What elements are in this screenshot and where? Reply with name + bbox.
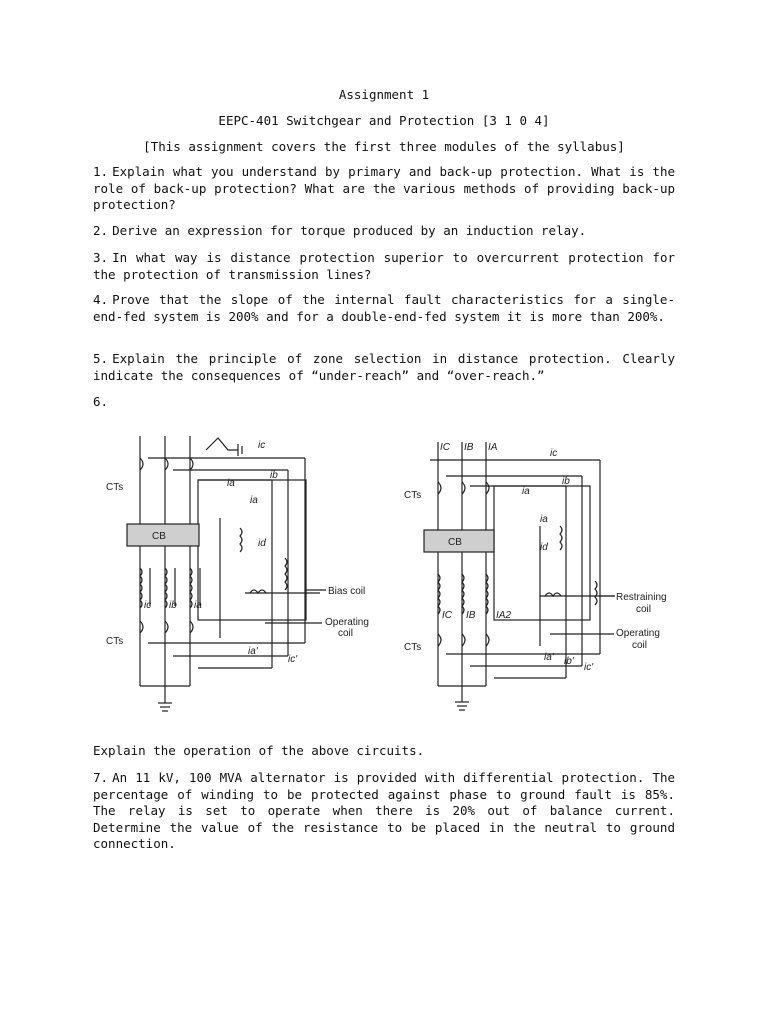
svg-text:ic: ic (144, 600, 152, 611)
question-6 (93, 394, 675, 411)
svg-text:IC: IC (442, 610, 452, 621)
question-number: 4. (93, 292, 109, 307)
question-number: 2. (93, 223, 109, 238)
bias-coil-label: Bias coil (328, 586, 366, 597)
question-6-followup: Explain the operation of the above circuits. (93, 743, 425, 758)
restraining-coil-label: Restraining (616, 592, 667, 603)
question-text: Prove that the slope of the internal fault characteristics for a single-end-fed system is 200% and for a double-end-fed system it is more than 200%. (93, 292, 675, 324)
svg-text:ib: ib (169, 600, 177, 611)
cts-bottom-label: CTs (404, 642, 422, 653)
svg-text:ib': ib' (564, 656, 574, 667)
svg-text:ic': ic' (584, 662, 594, 673)
question-number: 7. (93, 770, 109, 785)
svg-text:IA: IA (488, 442, 498, 453)
operating-coil-label-2: coil (338, 628, 354, 639)
question-text: Explain what you understand by primary and back-up protection. What is the role of back-up protection? What are the various methods of providing back-up protection? (93, 164, 675, 212)
svg-text:id: id (258, 538, 266, 549)
svg-text:ib: ib (270, 470, 278, 481)
svg-text:IC: IC (440, 442, 450, 453)
cts-top-label: CTs (106, 482, 124, 493)
operating-coil-label: Operating (616, 628, 660, 639)
question-text: Explain the principle of zone selection in distance protection. Clearly indicate the consequences of “under-reach” and “over-reach.” (93, 351, 675, 383)
question-text: In what way is distance protection superior to overcurrent protection for the protection of transmission lines? (93, 250, 675, 282)
question-number: 3. (93, 250, 109, 265)
svg-text:ia': ia' (544, 652, 554, 663)
question-2 (93, 223, 675, 240)
question-text: Derive an expression for torque produced by an induction relay. (112, 223, 587, 238)
course-line: EEPC-401 Switchgear and Protection [3 1 0 4] (218, 113, 550, 128)
scope-line: [This assignment covers the first three modules of the syllabus] (143, 139, 625, 154)
assignment-title: Assignment 1 (338, 87, 430, 102)
svg-text:IA2: IA2 (496, 610, 512, 621)
restraining-coil-label-2: coil (636, 604, 652, 615)
cb-label: CB (448, 537, 462, 548)
svg-text:id: id (540, 542, 548, 553)
question-7 (93, 770, 675, 853)
svg-text:ia: ia (227, 478, 235, 489)
svg-text:ia': ia' (248, 646, 258, 657)
cts-bottom-label: CTs (106, 636, 124, 647)
operating-coil-label: Operating (325, 617, 369, 628)
question-1 (93, 164, 675, 214)
svg-text:IB: IB (466, 610, 476, 621)
svg-text:ia: ia (250, 495, 258, 506)
svg-text:ic': ic' (288, 654, 298, 665)
figure-right-differential-circuit (400, 436, 680, 720)
question-number: 6. (93, 394, 109, 409)
svg-text:IB: IB (464, 442, 474, 453)
svg-text:ic: ic (258, 440, 266, 451)
operating-coil-label-2: coil (632, 640, 648, 651)
question-4 (93, 292, 675, 325)
svg-text:ic: ic (550, 448, 558, 459)
question-number: 1. (93, 164, 109, 179)
cb-label: CB (152, 531, 166, 542)
question-text: An 11 kV, 100 MVA alternator is provided with differential protection. The percentage of winding to be protected against phase to ground fault is 85%. The relay is set to operate when there is 20% out of balance current. Determine the value of the resistance to be placed in the neutral to ground connection. (93, 770, 675, 851)
svg-text:ia: ia (540, 514, 548, 525)
question-number: 5. (93, 351, 109, 366)
svg-text:ia: ia (194, 600, 202, 611)
figure-left-differential-circuit (100, 428, 380, 720)
question-3 (93, 250, 675, 283)
question-5 (93, 351, 675, 384)
svg-text:ib: ib (562, 476, 570, 487)
svg-text:ia: ia (522, 486, 530, 497)
cts-top-label: CTs (404, 490, 422, 501)
